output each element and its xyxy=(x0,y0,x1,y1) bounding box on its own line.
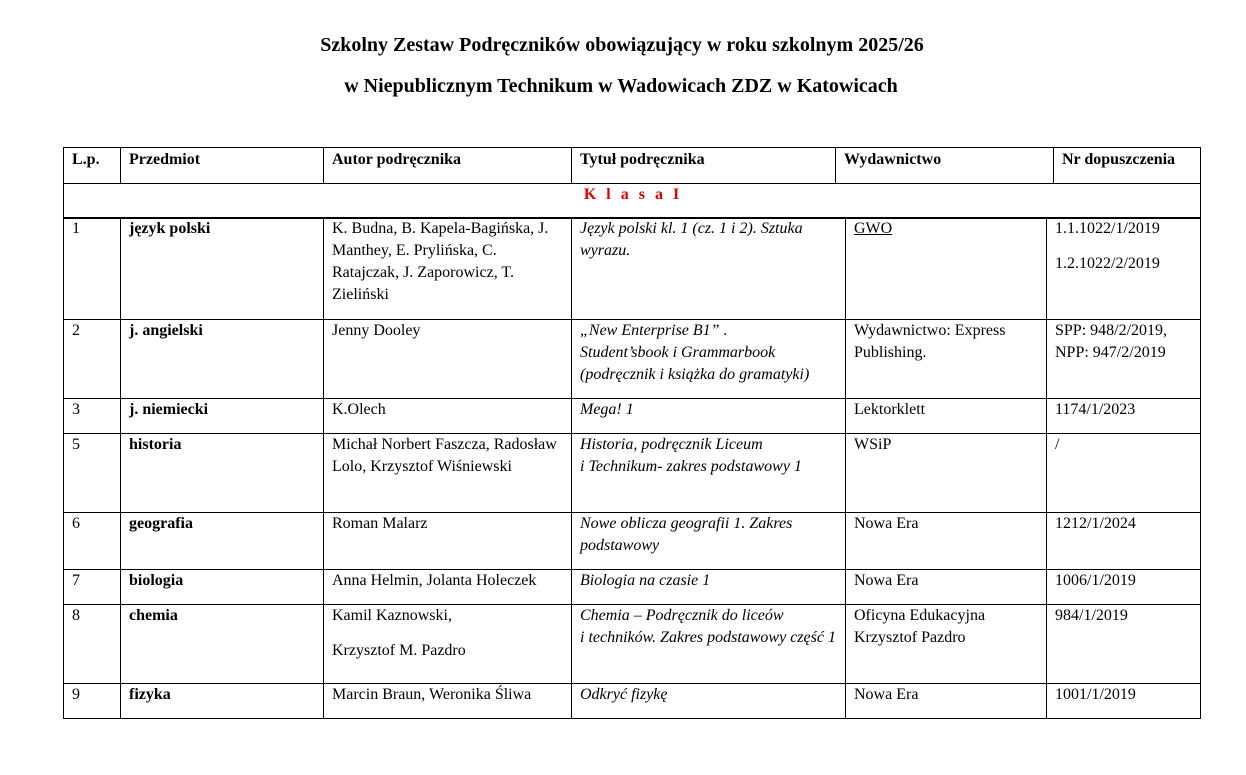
cell-publisher: Lektorklett xyxy=(846,399,1047,434)
cell-lp: 1 xyxy=(64,218,121,320)
cell-lp: 2 xyxy=(64,320,121,399)
cell-title: Biologia na czasie 1 xyxy=(572,570,846,605)
header-author: Autor podręcznika xyxy=(324,148,572,184)
cell-publisher: Nowa Era xyxy=(846,684,1047,719)
cell-subject: j. angielski xyxy=(121,320,324,399)
publisher-link[interactable]: GWO xyxy=(854,220,893,237)
header-publisher: Wydawnictwo xyxy=(836,148,1054,184)
author-line: Krzysztof M. Pazdro xyxy=(332,642,466,659)
table-row xyxy=(64,570,1201,605)
cell-lp: 8 xyxy=(64,605,121,684)
cell-author: Roman Malarz xyxy=(324,513,572,570)
document-subtitle: w Niepublicznym Technikum w Wadowicach ZDZ w Katowicach xyxy=(344,75,898,97)
header-subject: Przedmiot xyxy=(121,148,324,184)
title-line: Student’sbook i Grammarbook (podręcznik i książka do gramatyki) xyxy=(580,344,810,383)
cell-lp: 9 xyxy=(64,684,121,719)
cell-author: K.Olech xyxy=(324,399,572,434)
cell-author: Jenny Dooley xyxy=(324,320,572,399)
header-row xyxy=(64,148,1201,184)
cell-subject: historia xyxy=(121,434,324,513)
cell-subject: język polski xyxy=(121,218,324,320)
cell-subject: geografia xyxy=(121,513,324,570)
title-line: i Technikum- zakres podstawowy 1 xyxy=(580,458,802,475)
cell-author: K. Budna, B. Kapela-Bagińska, J. Manthey, E. Prylińska, C. Ratajczak, J. Zaporowicz, T. Zieliński xyxy=(324,218,572,320)
cell-title xyxy=(572,434,846,513)
cell-publisher: Nowa Era xyxy=(846,513,1047,570)
cell-publisher: Nowa Era xyxy=(846,570,1047,605)
number-line: SPP: 948/2/2019, xyxy=(1055,322,1168,339)
title-line: Chemia – Podręcznik do liceów xyxy=(580,607,784,624)
cell-author: Marcin Braun, Weronika Śliwa xyxy=(324,684,572,719)
cell-number: 1006/1/2019 xyxy=(1047,570,1201,605)
table-header xyxy=(63,147,1201,219)
title-line: Historia, podręcznik Liceum xyxy=(580,436,763,453)
cell-title: Język polski kl. 1 (cz. 1 i 2). Sztuka wyrazu. xyxy=(572,218,846,320)
author-line: Kamil Kaznowski, xyxy=(332,607,452,624)
cell-subject: chemia xyxy=(121,605,324,684)
number-line: 1.1.1022/1/2019 xyxy=(1055,220,1160,237)
cell-title xyxy=(572,605,846,684)
cell-title: Mega! 1 xyxy=(572,399,846,434)
cell-number: 1212/1/2024 xyxy=(1047,513,1201,570)
textbook-table xyxy=(63,217,1201,719)
table-row xyxy=(64,399,1201,434)
cell-title xyxy=(572,320,846,399)
cell-lp: 3 xyxy=(64,399,121,434)
cell-subject: fizyka xyxy=(121,684,324,719)
cell-publisher xyxy=(846,218,1047,320)
cell-number xyxy=(1047,218,1201,320)
class-row xyxy=(64,184,1201,219)
cell-number: / xyxy=(1047,434,1201,513)
header-lp: L.p. xyxy=(64,148,121,184)
cell-author: Michał Norbert Faszcza, Radosław Lolo, Krzysztof Wiśniewski xyxy=(324,434,572,513)
table-row xyxy=(64,684,1201,719)
number-line: 1.2.1022/2/2019 xyxy=(1055,255,1160,272)
table-row xyxy=(64,434,1201,513)
cell-number: 1174/1/2023 xyxy=(1047,399,1201,434)
number-line: NPP: 947/2/2019 xyxy=(1055,344,1166,361)
cell-number: 984/1/2019 xyxy=(1047,605,1201,684)
table-row xyxy=(64,513,1201,570)
document-title: Szkolny Zestaw Podręczników obowiązujący w roku szkolnym 2025/26 xyxy=(320,34,924,56)
cell-author: Anna Helmin, Jolanta Holeczek xyxy=(324,570,572,605)
title-line: „New Enterprise B1” . xyxy=(580,322,728,339)
cell-publisher: Oficyna Edukacyjna Krzysztof Pazdro xyxy=(846,605,1047,684)
cell-lp: 7 xyxy=(64,570,121,605)
header-title: Tytuł podręcznika xyxy=(572,148,836,184)
cell-title: Odkryć fizykę xyxy=(572,684,846,719)
cell-publisher: WSiP xyxy=(846,434,1047,513)
cell-subject: biologia xyxy=(121,570,324,605)
cell-lp: 5 xyxy=(64,434,121,513)
cell-subject: j. niemiecki xyxy=(121,399,324,434)
cell-number xyxy=(1047,320,1201,399)
cell-author xyxy=(324,605,572,684)
table-row xyxy=(64,605,1201,684)
cell-title: Nowe oblicza geografii 1. Zakres podstawowy xyxy=(572,513,846,570)
cell-publisher: Wydawnictwo: Express Publishing. xyxy=(846,320,1047,399)
header-number: Nr dopuszczenia xyxy=(1054,148,1201,184)
class-label: K l a s a I xyxy=(64,184,1201,219)
table-row xyxy=(64,320,1201,399)
title-line: i techników. Zakres podstawowy część 1 xyxy=(580,629,836,646)
cell-lp: 6 xyxy=(64,513,121,570)
cell-number: 1001/1/2019 xyxy=(1047,684,1201,719)
table-row xyxy=(64,218,1201,320)
